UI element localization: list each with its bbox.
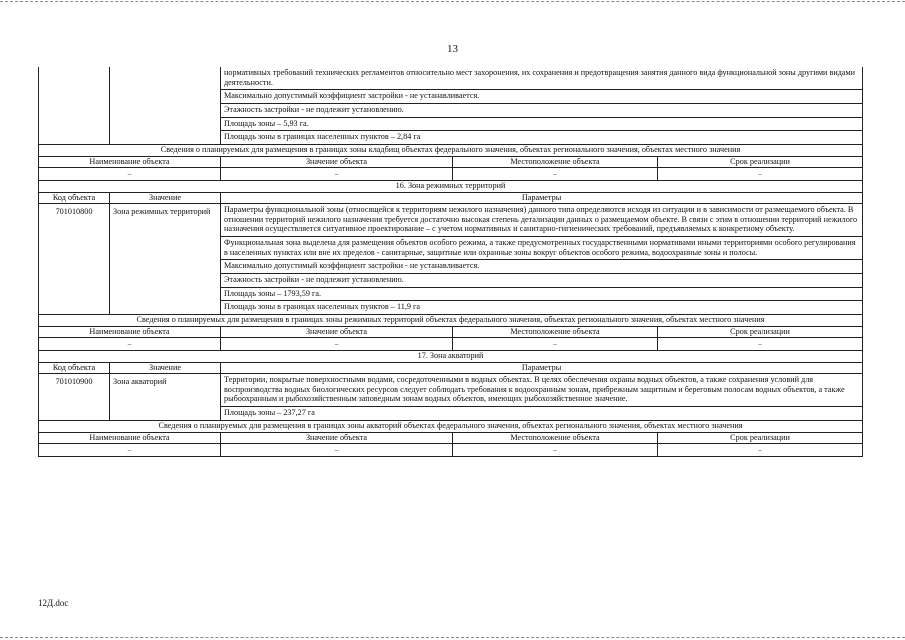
empty-cell: – bbox=[658, 443, 863, 456]
planned-header-row bbox=[39, 327, 863, 338]
zones-table bbox=[38, 67, 863, 457]
planned-title-row bbox=[39, 420, 863, 432]
column-header-value: Значение объекта bbox=[221, 432, 453, 443]
param-text: Параметры функциональной зоны (относящейся к территориям нежилого назначения) данного типа определяются исходя из ситуации и в зависимости от размещаемого объекта. В отношении территорий нежилого назначения требуется достаточно высокая степень детализации данных о размещаемом объекте. В связи с этим в отношении территорий нежилого назначения осуществляется ситуативное проектирование – с учетом нормативных и санитарно-гигиенических требований, предъявляемых к конкретному объекту. bbox=[224, 205, 858, 234]
param-text: Максимально допустимый коэффициент застройки - не устанавливается. bbox=[221, 259, 862, 273]
param-text: Площадь зоны – 5,93 га. bbox=[221, 117, 862, 131]
planned-empty-row bbox=[39, 338, 863, 351]
param-text: Максимально допустимый коэффициент застройки - не устанавливается. bbox=[221, 89, 862, 103]
zone-title-row bbox=[39, 181, 863, 193]
planned-title-row bbox=[39, 145, 863, 157]
column-header-name: Наименование объекта bbox=[39, 157, 221, 168]
column-header-term: Срок реализации bbox=[658, 432, 863, 443]
empty-cell: – bbox=[39, 168, 221, 181]
empty-cell: – bbox=[39, 443, 221, 456]
param-text: Площадь зоны в границах населенных пунктов – 11,9 га bbox=[221, 300, 862, 314]
param-text: Этажность застройки - не подлежит установлению. bbox=[221, 103, 862, 117]
planned-title-row bbox=[39, 315, 863, 327]
param-text: Функциональная зона выделена для размещения объектов особого режима, а также предусмотренных государственными нормативами иными территориями особого регулирования в населенных пунктах или вне их пределов - санитарные, защитные или охранные зоны вокруг объектов особого режима, водоохранные зоны и полосы. bbox=[221, 236, 862, 259]
column-header-value: Значение объекта bbox=[221, 327, 453, 338]
column-header-code: Код объекта bbox=[39, 363, 110, 374]
scan-edge-top bbox=[0, 1, 905, 2]
planned-objects-title: Сведения о планируемых для размещения в границах зоны акваторий объектах федерального значения, объектах регионального значения, объектах местного значения bbox=[39, 420, 863, 432]
column-header-term: Срок реализации bbox=[658, 157, 863, 168]
empty-cell: – bbox=[453, 338, 658, 351]
zone-code: 701010900 bbox=[39, 374, 110, 421]
planned-objects-title: Сведения о планируемых для размещения в границах зоны режимных территорий объектах федерального значения, объектах регионального значения, объектах местного значения bbox=[39, 315, 863, 327]
empty-cell: – bbox=[221, 443, 453, 456]
zone-params-cell bbox=[221, 204, 863, 315]
planned-objects-title: Сведения о планируемых для размещения в границах зоны кладбищ объектах федерального значения, объектах регионального значения, объектах местного значения bbox=[39, 145, 863, 157]
param-text: Площадь зоны в границах населенных пунктов – 2,84 га bbox=[221, 130, 862, 144]
param-text: Территории, покрытые поверхностными водами, сосредоточенными в водных объектах. В целях обеспечения охраны водных объектов, а также сохранения условий для воспроизводства водных биологических ресурсов следует соблюдать требования к водоохранным зонам, прибрежным защитным и береговым полосам водных объектов, а также рыбоохранным и рыбохозяйственным заповедным зонам водных объектов, имеющих рыбохозяйственное значение. bbox=[224, 375, 845, 404]
zone-17-row bbox=[39, 374, 863, 421]
planned-empty-row bbox=[39, 168, 863, 181]
footer-filename: 12Д.doc bbox=[38, 598, 69, 608]
empty-cell: – bbox=[453, 443, 658, 456]
param-text: Площадь зоны – 237,27 га bbox=[221, 406, 862, 420]
zone-16-title: 16. Зона режимных территорий bbox=[39, 181, 863, 193]
continuation-params-cell bbox=[221, 67, 863, 145]
empty-cell: – bbox=[221, 338, 453, 351]
empty-cell: – bbox=[658, 338, 863, 351]
column-header-location: Местоположение объекта bbox=[453, 327, 658, 338]
column-header-params: Параметры bbox=[221, 193, 863, 204]
zone-title-row bbox=[39, 351, 863, 363]
column-header-value: Значение объекта bbox=[221, 157, 453, 168]
zone-header-row bbox=[39, 363, 863, 374]
column-header-zone-value: Значение bbox=[110, 193, 221, 204]
column-header-location: Местоположение объекта bbox=[453, 157, 658, 168]
column-header-term: Срок реализации bbox=[658, 327, 863, 338]
zone-16-row bbox=[39, 204, 863, 315]
empty-cell: – bbox=[453, 168, 658, 181]
continuation-name-cell bbox=[110, 67, 221, 145]
empty-cell: – bbox=[39, 338, 221, 351]
column-header-name: Наименование объекта bbox=[39, 327, 221, 338]
param-text: Этажность застройки - не подлежит установлению. bbox=[221, 273, 862, 287]
zone-name: Зона акваторий bbox=[110, 374, 221, 421]
empty-cell: – bbox=[221, 168, 453, 181]
scan-edge-bottom bbox=[0, 637, 905, 638]
planned-header-row bbox=[39, 157, 863, 168]
zone-header-row bbox=[39, 193, 863, 204]
param-text: Площадь зоны – 1793,59 га. bbox=[221, 287, 862, 301]
column-header-location: Местоположение объекта bbox=[453, 432, 658, 443]
continuation-row bbox=[39, 67, 863, 145]
planned-empty-row bbox=[39, 443, 863, 456]
column-header-zone-value: Значение bbox=[110, 363, 221, 374]
zone-params-cell bbox=[221, 374, 863, 421]
zone-17-title: 17. Зона акваторий bbox=[39, 351, 863, 363]
param-text: нормативных требований технических регламентов относительно мест захоронения, их сохранения и предотвращения занятия данного вида функциональной зоны другими видами деятельности. bbox=[224, 68, 856, 87]
empty-cell: – bbox=[658, 168, 863, 181]
page-number: 13 bbox=[447, 43, 458, 55]
zone-name: Зона режимных территорий bbox=[110, 204, 221, 315]
continuation-code-cell bbox=[39, 67, 110, 145]
zone-code: 701010800 bbox=[39, 204, 110, 315]
column-header-name: Наименование объекта bbox=[39, 432, 221, 443]
planned-header-row bbox=[39, 432, 863, 443]
column-header-code: Код объекта bbox=[39, 193, 110, 204]
column-header-params: Параметры bbox=[221, 363, 863, 374]
